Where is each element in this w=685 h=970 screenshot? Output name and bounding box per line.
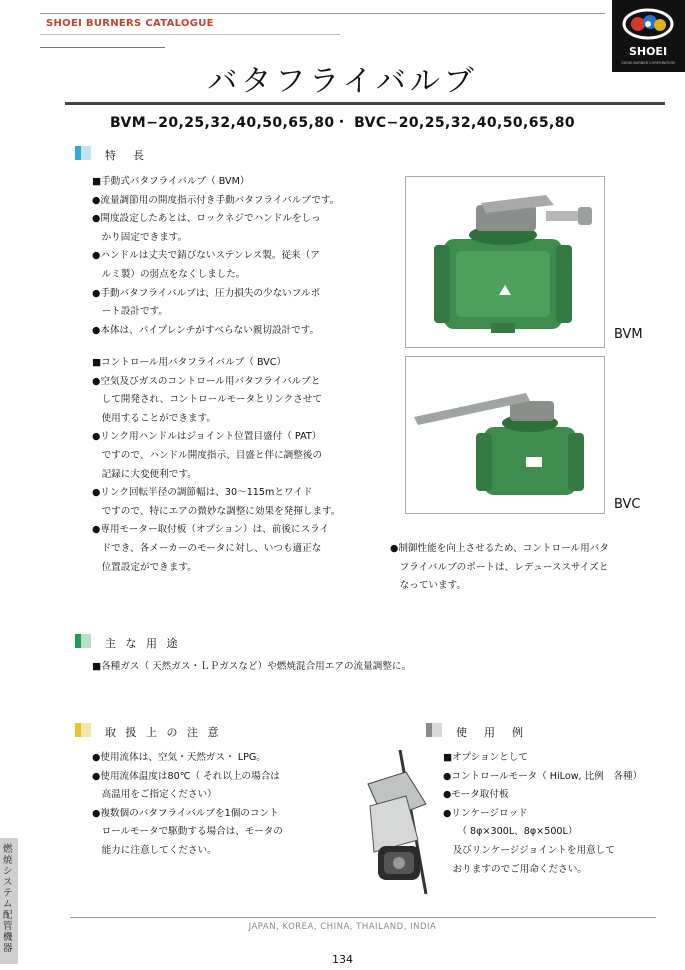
list-item: フライバルブのポートは、レデューススサイズと (390, 561, 609, 573)
list-item: ●本体は、パイプレンチがすべらない親切設計です。 (92, 324, 320, 336)
list-item: ルミ製）の弱点をなくしました。 (92, 268, 246, 280)
list-item: ですので、ハンドル開度指示、目盛と伴に調整後の (92, 449, 323, 461)
list-item: 高温用をご指定ください） (92, 789, 217, 801)
section-marker-icon (75, 723, 91, 737)
section-marker-icon (426, 723, 442, 737)
list-item: ート設計です。 (92, 306, 168, 318)
catalogue-label: SHOEI BURNERS CATALOGUE (46, 18, 214, 29)
handling-heading: 取 扱 上 の 注 意 (105, 726, 222, 739)
list-item: ■コントロール用バタフライバルブ（ BVC） (92, 357, 287, 368)
bvc-photo (405, 356, 605, 514)
list-item: ●モータ取付板 (443, 789, 509, 801)
list-item: なっています。 (390, 580, 466, 592)
section-marker-icon (75, 146, 91, 160)
features-heading: 特 長 (105, 149, 147, 162)
title-underline (65, 102, 665, 105)
list-item: ●使用流体温度は80℃（ それ以上の場合は (92, 770, 280, 782)
list-item: ●複数個のバタフライバルブを1個のコント (92, 807, 279, 819)
list-item: ●制御性能を向上させるため、コントロール用バタ (390, 543, 609, 554)
bvm-photo (405, 176, 605, 348)
list-item: ですので、特にエアの微妙な調整に効果を発揮します。 (92, 505, 341, 517)
list-item: おりますのでご用命ください。 (443, 863, 587, 875)
list-item: ●使用流体は、空気・天然ガス・ LPG。 (92, 752, 266, 763)
list-item: ドでき、各メーカーのモータに対し、いつも適正な (92, 542, 322, 554)
list-item: ●専用モーター取付板（オプション）は、前後にスライ (92, 524, 330, 536)
list-item: ●リンク回転半径の調節幅は、30〜115mとワイド (92, 487, 313, 499)
list-item: ●空気及びガスのコントロール用バタフライバルブと (92, 375, 321, 387)
list-item: ●ハンドルは丈夫で錆びないステンレス製。従来（ア (92, 250, 320, 262)
bvm-feature-list (92, 173, 339, 340)
footer-countries: JAPAN, KOREA, CHINA, THAILAND, INDIA (248, 922, 437, 932)
list-item: ■オプションとして (443, 752, 528, 763)
list-item: 記録に大変便利です。 (92, 468, 197, 480)
linkage-illustration (360, 748, 442, 898)
side-tab-label: 燃焼システム配管機器 (3, 844, 13, 954)
list-item: 能力に注意してください。 (92, 844, 217, 856)
usage-text: ■各種ガス（ 天然ガス・ＬＰガスなど）や燃焼混合用エアの流量調整に。 (92, 661, 412, 672)
brand-text: SHOEI (628, 45, 668, 58)
header-rule-3 (40, 47, 165, 48)
bvc-feature-list (92, 354, 340, 577)
list-item: 及びリンケージジョイントを用意して (443, 844, 615, 856)
example-heading: 使 用 例 (456, 726, 526, 739)
bvc-valve-image (406, 357, 604, 513)
linkage-image (360, 748, 442, 898)
bvc-caption: BVC (614, 497, 641, 512)
model-line: BVM−20,25,32,40,50,65,80・ BVC−20,25,32,40,50,65,80 (110, 115, 575, 131)
bvm-caption: BVM (614, 327, 643, 342)
list-item: ●コントロールモータ（ HiLow, 比例 各種） (443, 770, 643, 782)
list-item: かり固定できます。 (92, 231, 188, 243)
list-item: 使用することができます。 (92, 412, 216, 424)
footer-rule (70, 917, 656, 918)
usage-heading: 主 な 用 途 (105, 637, 181, 650)
list-item: ●リンケージロッド (443, 807, 528, 819)
list-item: ●流量調節用の開度指示付き手動バタフライバルブです。 (92, 194, 340, 206)
list-item: （ 8φ×300L、8φ×500L） (443, 826, 578, 838)
page-title: バタフライバルブ (207, 64, 478, 99)
brand-sub-text: SHOEI BURNER CORPORATION (621, 61, 675, 65)
list-item: ロールモータで駆動する場合は、モータの (92, 826, 283, 838)
header-rule (40, 13, 605, 14)
list-item: 位置設定ができます。 (92, 561, 197, 573)
control-note (390, 540, 609, 596)
section-marker-icon (75, 634, 91, 648)
list-item: ●開度設定したあとは、ロックネジでハンドルをしっ (92, 213, 321, 225)
list-item: ●手動バタフライバルブは、圧力損失の少ないフルポ (92, 287, 321, 299)
page-number: 134 (332, 953, 353, 966)
list-item: ●リンク用ハンドルはジョイント位置目盛付（ PAT） (92, 431, 322, 443)
handling-list (92, 749, 283, 861)
header-rule-2 (40, 34, 340, 35)
bvm-valve-image (406, 177, 604, 347)
example-list (443, 749, 642, 879)
list-item: して開発され、コントロールモータとリンクさせて (92, 394, 323, 406)
list-item: ■手動式バタフライバルブ（ BVM） (92, 176, 250, 187)
